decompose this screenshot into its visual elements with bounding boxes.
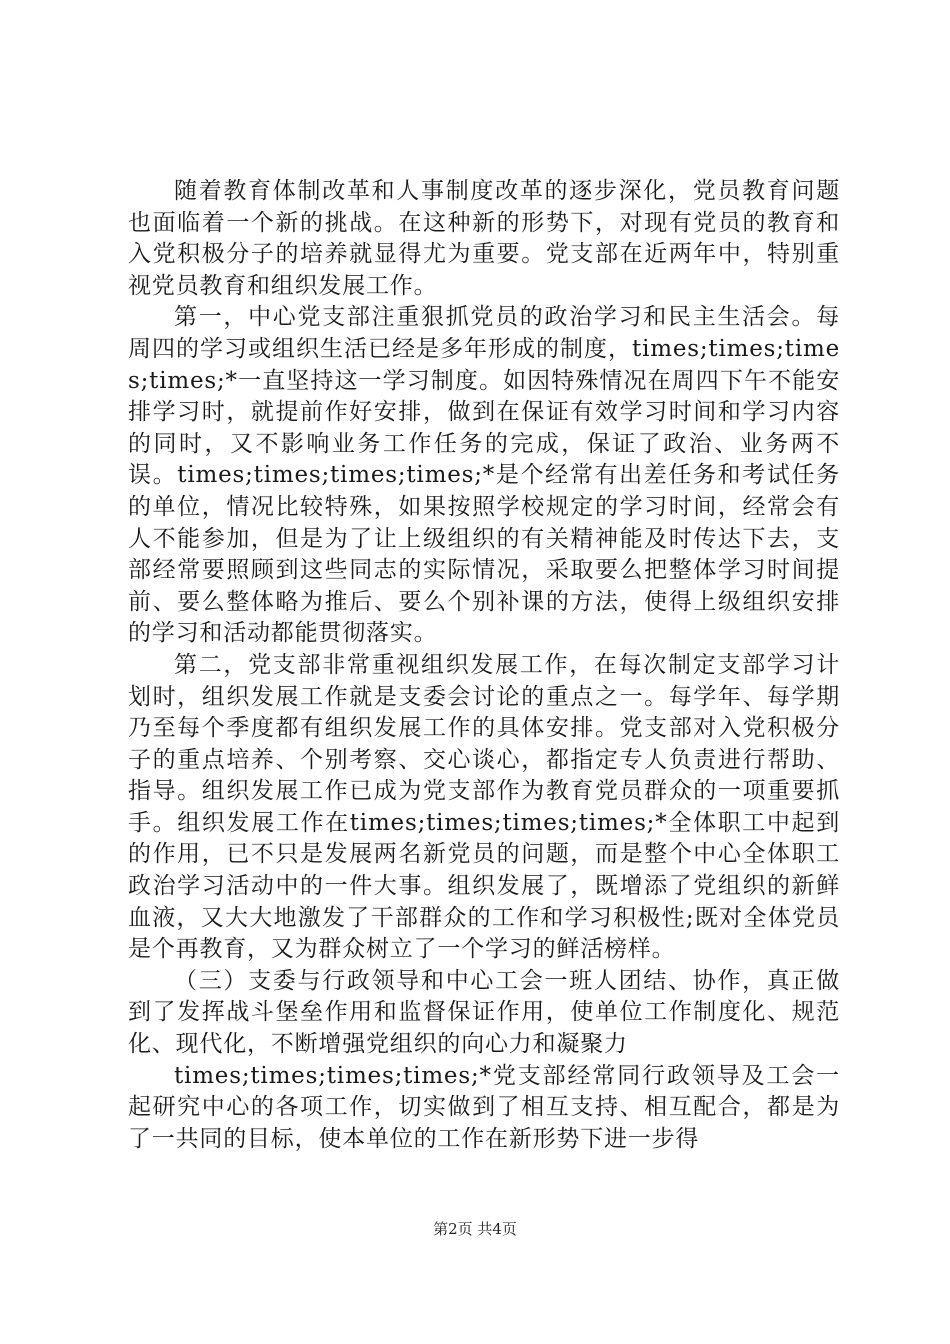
document-body [128,176,840,1155]
paragraph-third-body: times;times;times;times;*党支部经常同行政领导及工会一起研究中心的各项工作，切实做到了相互支持、相互配合，都是为了一共同的目标，使本单位的工作在新形势下进一步得 [128,1062,840,1152]
paragraph-intro: 随着教育体制改革和人事制度改革的逐步深化，党员教育问题也面临着一个新的挑战。在这种新的形势下，对现有党员的教育和入党积极分子的培养就显得尤为重要。党支部在近两年中，特别重视党员教育和组织发展工作。 [128,178,840,299]
page-number-footer: 第2页 共4页 [433,1220,517,1238]
paragraph-second-point: 第二，党支部非常重视组织发展工作，在每次制定支部学习计划时，组织发展工作就是支委会讨论的重点之一。每学年、每学期乃至每个季度都有组织发展工作的具体安排。党支部对入党积极分子的重点培养、个别考察、交心谈心，都指定专人负责进行帮助、指导。组织发展工作已成为党支部作为教育党员群众的一项重要抓手。组织发展工作在times;times;times;times;*全体职工中起到的作用，已不只是发展两名新党员的问题，而是整个中心全体职工政治学习活动中的一件大事。组织发展了，既增添了党组织的新鲜血液，又大大地激发了干部群众的工作和学习积极性;既对全体党员是个再教育，又为群众树立了一个学习的鲜活榜样。 [128,651,840,963]
paragraph-first-point: 第一，中心党支部注重狠抓党员的政治学习和民主生活会。每周四的学习或组织生活已经是多年形成的制度，times;times;times;times;*一直坚持这一学习制度。如因特殊情况在周四下午不能安排学习时，就提前作好安排，做到在保证有效学习时间和学习内容的同时，又不影响业务工作任务的完成，保证了政治、业务两不误。times;times;times;times;*是个经常有出差任务和考试任务的单位，情况比较特殊，如果按照学校规定的学习时间，经常会有人不能参加，但是为了让上级组织的有关精神能及时传达下去，支部经常要照顾到这些同志的实际情况，采取要么把整体学习时间提前、要么整体略为推后、要么个别补课的方法，使得上级组织安排的学习和活动都能贯彻落实。 [128,304,840,647]
paragraph-third-heading: （三）支委与行政领导和中心工会一班人团结、协作，真正做到了发挥战斗堡垒作用和监督保证作用，使单位工作制度化、规范化、现代化，不断增强党组织的向心力和凝聚力 [128,967,840,1058]
